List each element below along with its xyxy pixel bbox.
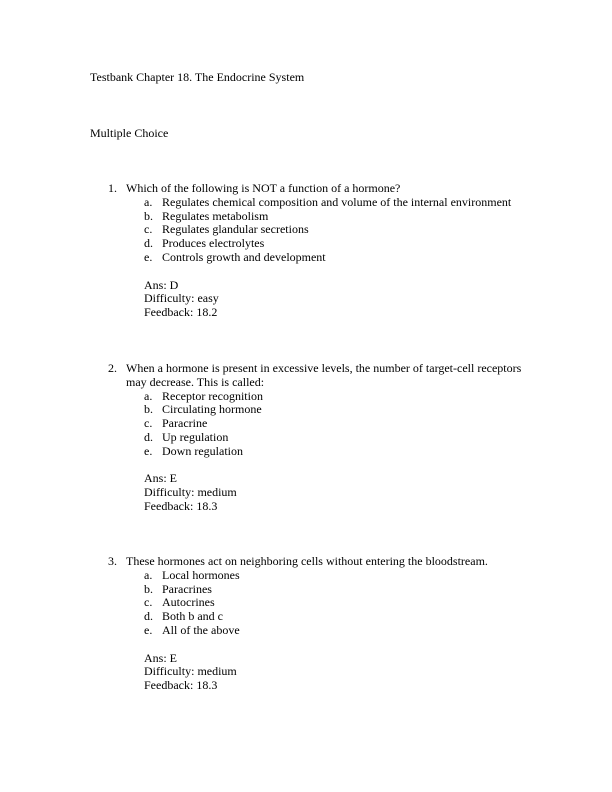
option-letter: d. bbox=[144, 236, 153, 251]
question-text: Which of the following is NOT a function of a hormone? bbox=[126, 181, 401, 195]
option-letter: e. bbox=[144, 443, 153, 458]
option-letter: b. bbox=[144, 402, 153, 417]
question-number: 3. bbox=[108, 554, 117, 568]
option-a bbox=[144, 390, 538, 404]
feedback: Feedback: 18.2 bbox=[144, 305, 218, 320]
answer-meta bbox=[108, 472, 538, 513]
option-letter: d. bbox=[144, 429, 153, 444]
answer-key: Ans: D bbox=[144, 277, 179, 292]
option-a bbox=[144, 569, 538, 583]
feedback: Feedback: 18.3 bbox=[144, 678, 218, 693]
option-text: Paracrine bbox=[162, 416, 208, 431]
answer-key: Ans: E bbox=[144, 471, 177, 486]
option-text: Paracrines bbox=[162, 581, 212, 596]
option-text: Regulates metabolism bbox=[162, 208, 269, 223]
difficulty: Difficulty: easy bbox=[144, 291, 219, 306]
option-letter: e. bbox=[144, 622, 153, 637]
option-d bbox=[144, 431, 538, 445]
option-letter: e. bbox=[144, 249, 153, 264]
option-c bbox=[144, 417, 538, 431]
option-letter: c. bbox=[144, 416, 153, 431]
option-text: Down regulation bbox=[162, 443, 243, 458]
difficulty: Difficulty: medium bbox=[144, 485, 237, 500]
option-text: Autocrines bbox=[162, 595, 215, 610]
option-b bbox=[144, 583, 538, 597]
difficulty: Difficulty: medium bbox=[144, 664, 237, 679]
option-text: Both b and c bbox=[162, 609, 223, 624]
section-heading: Multiple Choice bbox=[90, 126, 169, 140]
option-text: Regulates glandular secretions bbox=[162, 222, 309, 237]
option-letter: a. bbox=[144, 567, 153, 582]
option-text: Circulating hormone bbox=[162, 402, 262, 417]
option-letter: d. bbox=[144, 609, 153, 624]
document-title: Testbank Chapter 18. The Endocrine System bbox=[90, 70, 305, 84]
question-2 bbox=[108, 362, 538, 514]
option-c bbox=[144, 596, 538, 610]
option-c bbox=[144, 223, 538, 237]
question-text: These hormones act on neighboring cells without entering the bloodstream. bbox=[126, 554, 488, 568]
answer-options bbox=[108, 569, 538, 638]
option-letter: c. bbox=[144, 595, 153, 610]
option-b bbox=[144, 403, 538, 417]
option-e bbox=[144, 624, 538, 638]
question-1 bbox=[108, 182, 538, 320]
question-number: 1. bbox=[108, 181, 117, 195]
option-text: Regulates chemical composition and volume of the internal environment bbox=[162, 194, 512, 209]
option-e bbox=[144, 445, 538, 459]
answer-options bbox=[108, 390, 538, 459]
question-3 bbox=[108, 555, 538, 693]
option-letter: c. bbox=[144, 222, 153, 237]
option-text: Up regulation bbox=[162, 429, 229, 444]
option-text: All of the above bbox=[162, 622, 240, 637]
question-number: 2. bbox=[108, 361, 117, 375]
option-text: Receptor recognition bbox=[162, 388, 263, 403]
option-a bbox=[144, 196, 538, 210]
option-text: Local hormones bbox=[162, 567, 240, 582]
answer-key: Ans: E bbox=[144, 650, 177, 665]
answer-meta bbox=[108, 279, 538, 320]
option-b bbox=[144, 210, 538, 224]
answer-meta bbox=[108, 652, 538, 693]
option-letter: b. bbox=[144, 581, 153, 596]
option-d bbox=[144, 237, 538, 251]
option-letter: b. bbox=[144, 208, 153, 223]
option-letter: a. bbox=[144, 388, 153, 403]
option-e bbox=[144, 251, 538, 265]
option-letter: a. bbox=[144, 194, 153, 209]
answer-options bbox=[108, 196, 538, 265]
option-d bbox=[144, 610, 538, 624]
feedback: Feedback: 18.3 bbox=[144, 498, 218, 513]
option-text: Produces electrolytes bbox=[162, 236, 265, 251]
question-text: When a hormone is present in excessive levels, the number of target-cell receptors may decrease. This is called: bbox=[126, 361, 522, 389]
option-text: Controls growth and development bbox=[162, 249, 326, 264]
